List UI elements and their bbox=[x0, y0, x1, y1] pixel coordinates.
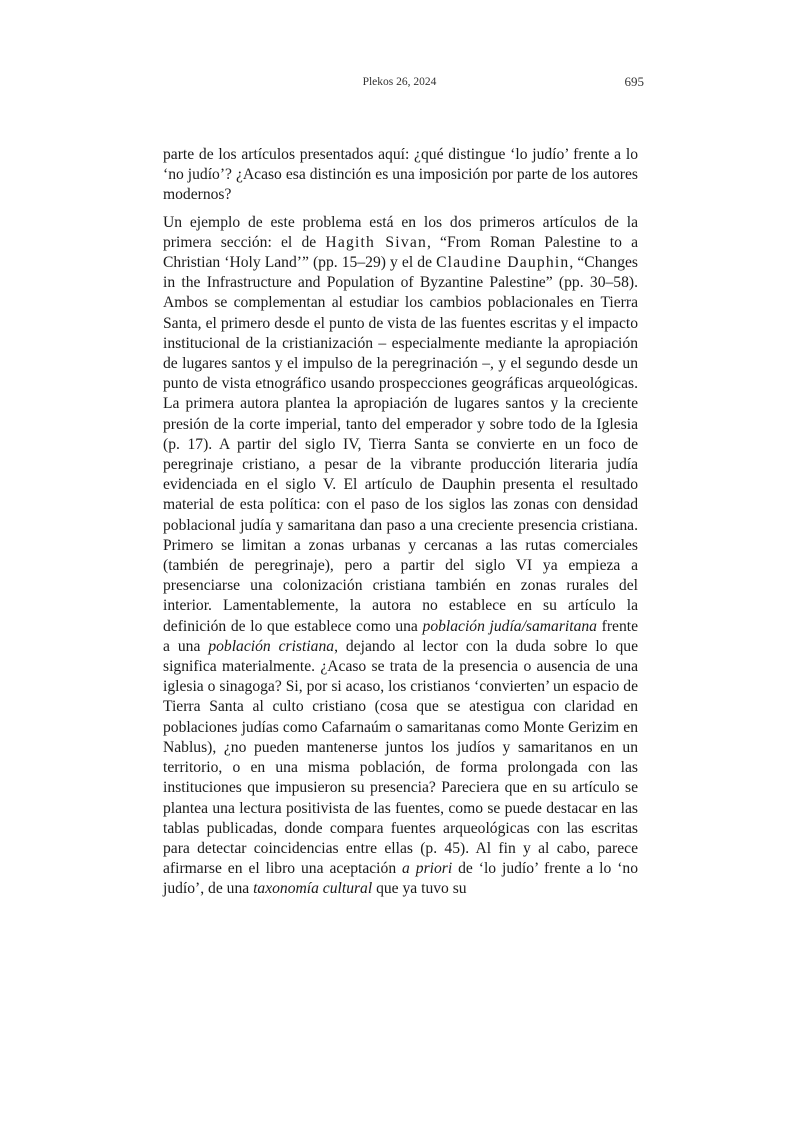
author-name: Hagith Sivan bbox=[325, 233, 427, 251]
italic-term: a priori bbox=[402, 860, 453, 878]
text-segment: , “From Roman Palestine to a Christian ‘Holy Land’” (pp. 15–29) y el de bbox=[163, 233, 638, 272]
paragraph-1: parte de los artículos presentados aquí: ¿qué distingue ‘lo judío’ frente a lo ‘no judío’? ¿Acaso esa distinción es una imposición por parte de los autores modernos? bbox=[163, 146, 638, 204]
text-segment: , “Changes in the Infrastructure and Population of Byzantine Palestine” (pp. 30–58). Ambos se complementan al estudiar los cambios poblacionales en Tierra Santa, el primero desde el punto de vista de las fuentes escritas y el impacto institucional de la cristianización – especialmente mediante la apropiación de lugares santos y el impulso de la peregrinación –, y el segundo desde un punto de vista etnográfico usando prospecciones geográficas arqueológicas. La primera autora plantea la apropiación de lugares santos y la creciente presión de la corte imperial, tanto del emperador y sobre todo de la Iglesia (p. 17). A partir del siglo IV, Tierra Santa se convierte en un foco de peregrinaje cristiano, a pesar de la vibrante producción literaria judía evidenciada en el siglo V. El artículo de Dauphin presenta el resultado material de esta política: con el paso de los siglos las zonas con densidad poblacional judía y samaritana dan paso a una creciente presencia cristiana. Primero se limitan a zonas urbanas y cercanas a las rutas comerciales (también de peregrinaje), pero a partir del siglo VI ya empieza a presenciarse una colonización cristiana también en zonas rurales del interior. Lamentablemente, la autora no establece en su artículo la definición de lo que establece como una bbox=[163, 254, 638, 635]
italic-term: taxonomía cultural bbox=[253, 880, 373, 898]
text-segment: que ya tuvo su bbox=[372, 880, 467, 898]
page-number: 695 bbox=[624, 74, 644, 89]
text-segment: frente a una bbox=[163, 617, 639, 655]
paragraph-2 bbox=[163, 213, 638, 900]
text-segment: , dejando al lector con la duda sobre lo que significa materialmente. ¿Acaso se trata de la presencia o ausencia de una iglesia o sinagoga? Si, por si acaso, los cristianos ‘convierten’ un espacio de Tierra Santa al culto cristiano (cosa que se atestigua con claridad en poblaciones judías como Cafarnaúm o samaritanas como Monte Gerizim en Nablus), ¿no pueden mantenerse juntos los judíos y samaritanos en un territorio, o en una misma población, de forma prolongada con las instituciones que impusieron su presencia? Pareciera que en su artículo se plantea una lectura positivista de las fuentes, como se puede destacar en las tablas publicadas, donde compara fuentes arqueológicas con las escritas para detectar coincidencias entre ellas (p. 45). Al fin y al cabo, parece afirmarse en el libro una aceptación bbox=[163, 637, 638, 878]
running-header: Plekos 26, 2024 bbox=[362, 76, 437, 88]
text-segment: de ‘lo judío’ frente a lo ‘no judío’, de una bbox=[163, 860, 638, 898]
body-text bbox=[163, 145, 638, 900]
italic-term: población judía/samaritana bbox=[422, 617, 597, 635]
author-name: Claudine Dauphin bbox=[436, 254, 570, 272]
text-segment: Un ejemplo de este problema está en los dos primeros artículos de la primera sección: el de bbox=[163, 213, 638, 251]
italic-term: población cristiana bbox=[208, 637, 335, 655]
